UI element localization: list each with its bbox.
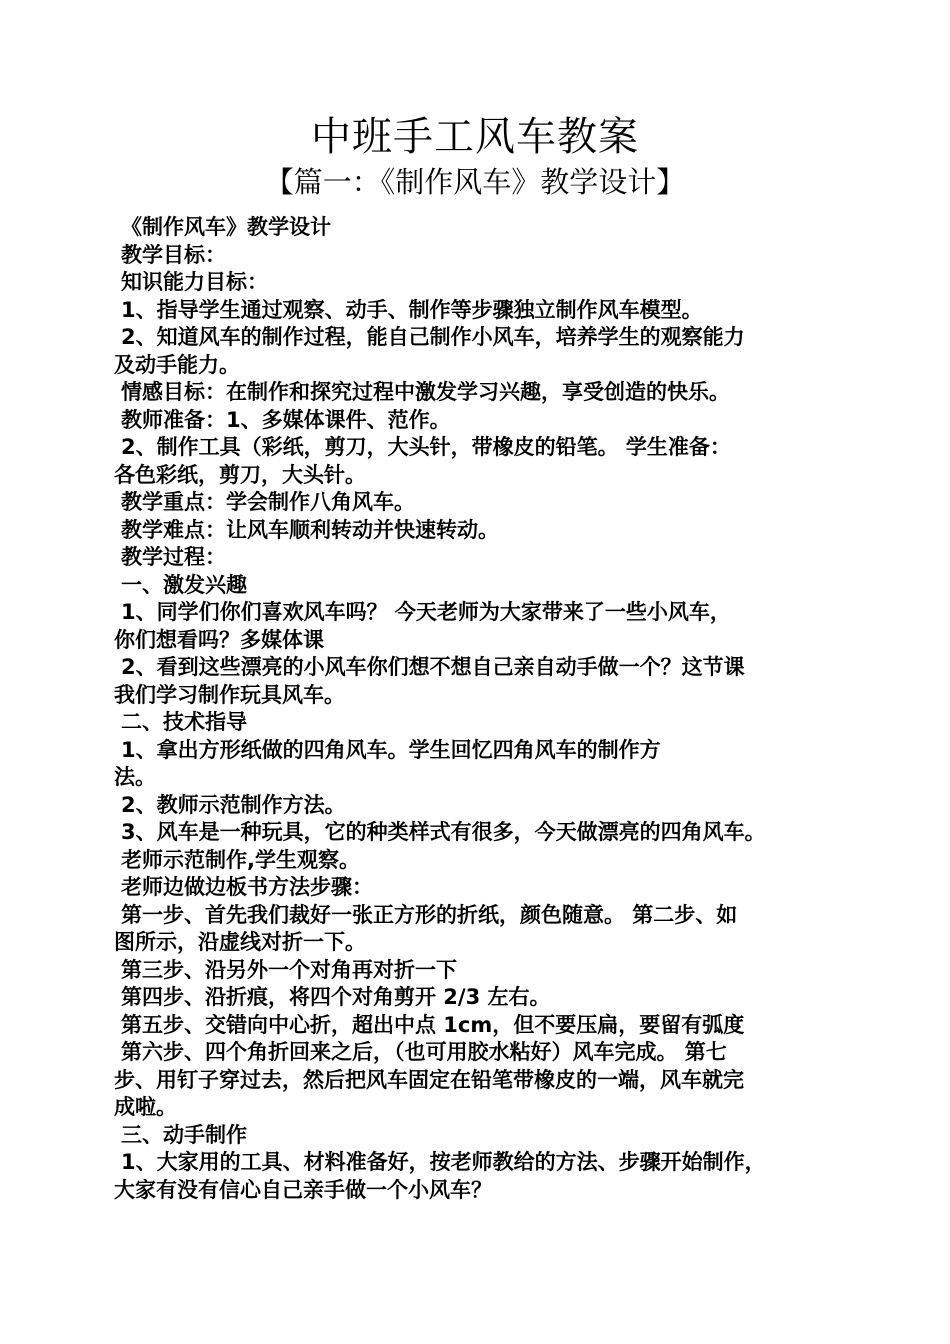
text-line: 老师示范制作,学生观察。 [121, 847, 360, 872]
text-line: 教师准备：1、多媒体课件、范作。 [121, 407, 451, 432]
text-line: 1、指导学生通过观察、动手、制作等步骤独立制作风车模型。 [121, 297, 703, 322]
text-line: 你们想看吗？多媒体课 [114, 627, 324, 652]
text-line: 图所示，沿虚线对折一下。 [114, 930, 366, 954]
text-line: 教学过程： [121, 545, 226, 569]
text-line: 教学重点：学会制作八角风车。 [121, 490, 415, 514]
text-line: 我们学习制作玩具风车。 [114, 682, 345, 707]
text-line: 情感目标：在制作和探究过程中激发学习兴趣，享受创造的快乐。 [121, 380, 730, 404]
text-line: 第五步、交错向中心折，超出中点 1cm，但不要压扁，要留有弧度 [121, 1012, 745, 1037]
text-line: 2、知道风车的制作过程，能自己制作小风车，培养学生的观察能力 [121, 325, 745, 349]
text-line: 《制作风车》教学设计 [121, 215, 331, 239]
text-line: 一、激发兴趣 [121, 572, 247, 597]
text-line: 各色彩纸，剪刀，大头针。 [114, 462, 366, 487]
text-line: 1、大家用的工具、材料准备好，按老师教给的方法、步骤开始制作， [121, 1150, 766, 1174]
text-line: 第一步、首先我们裁好一张正方形的折纸，颜色随意。 第二步、如 [121, 902, 738, 927]
text-line: 三、动手制作 [121, 1122, 247, 1147]
text-line: 及动手能力。 [114, 352, 240, 377]
text-line: 1、同学们你们喜欢风车吗？ 今天老师为大家带来了一些小风车， [121, 600, 731, 624]
text-line: 教学目标： [121, 242, 226, 267]
text-line: 成啦。 [114, 1095, 177, 1119]
text-line: 二、技术指导 [121, 710, 247, 734]
text-line: 第四步、沿折痕，将四个对角剪开 2/3 左右。 [121, 985, 551, 1009]
text-line: 2、制作工具（彩纸，剪刀，大头针，带橡皮的铅笔。 学生准备： [121, 435, 731, 459]
text-line: 3、风车是一种玩具，它的种类样式有很多，今天做漂亮的四角风车。 [121, 820, 766, 844]
text-line: 大家有没有信心自己亲手做一个小风车？ [114, 1177, 492, 1202]
text-line: 知识能力目标： [121, 270, 268, 294]
text-line: 第三步、沿另外一个对角再对折一下 [121, 957, 457, 982]
text-line: 老师边做边板书方法步骤： [121, 875, 373, 899]
text-line: 2、教师示范制作方法。 [121, 792, 346, 817]
document-body [114, 214, 844, 1204]
text-line: 第六步、四个角折回来之后，（也可用胶水粘好）风车完成。 第七 [121, 1040, 727, 1064]
text-line: 法。 [114, 765, 156, 789]
page-subtitle: 【篇一：《制作风车》教学设计】 [264, 165, 686, 199]
text-line: 2、看到这些漂亮的小风车你们想不想自己亲自动手做一个？这节课 [121, 655, 745, 679]
text-line: 1、拿出方形纸做的四角风车。学生回忆四角风车的制作方 [121, 737, 661, 762]
text-line: 教学难点：让风车顺利转动并快速转动。 [121, 517, 499, 542]
text-line: 步、用钉子穿过去，然后把风车固定在铅笔带橡皮的一端，风车就完 [114, 1067, 744, 1092]
page-title: 中班手工风车教案 [311, 114, 639, 160]
